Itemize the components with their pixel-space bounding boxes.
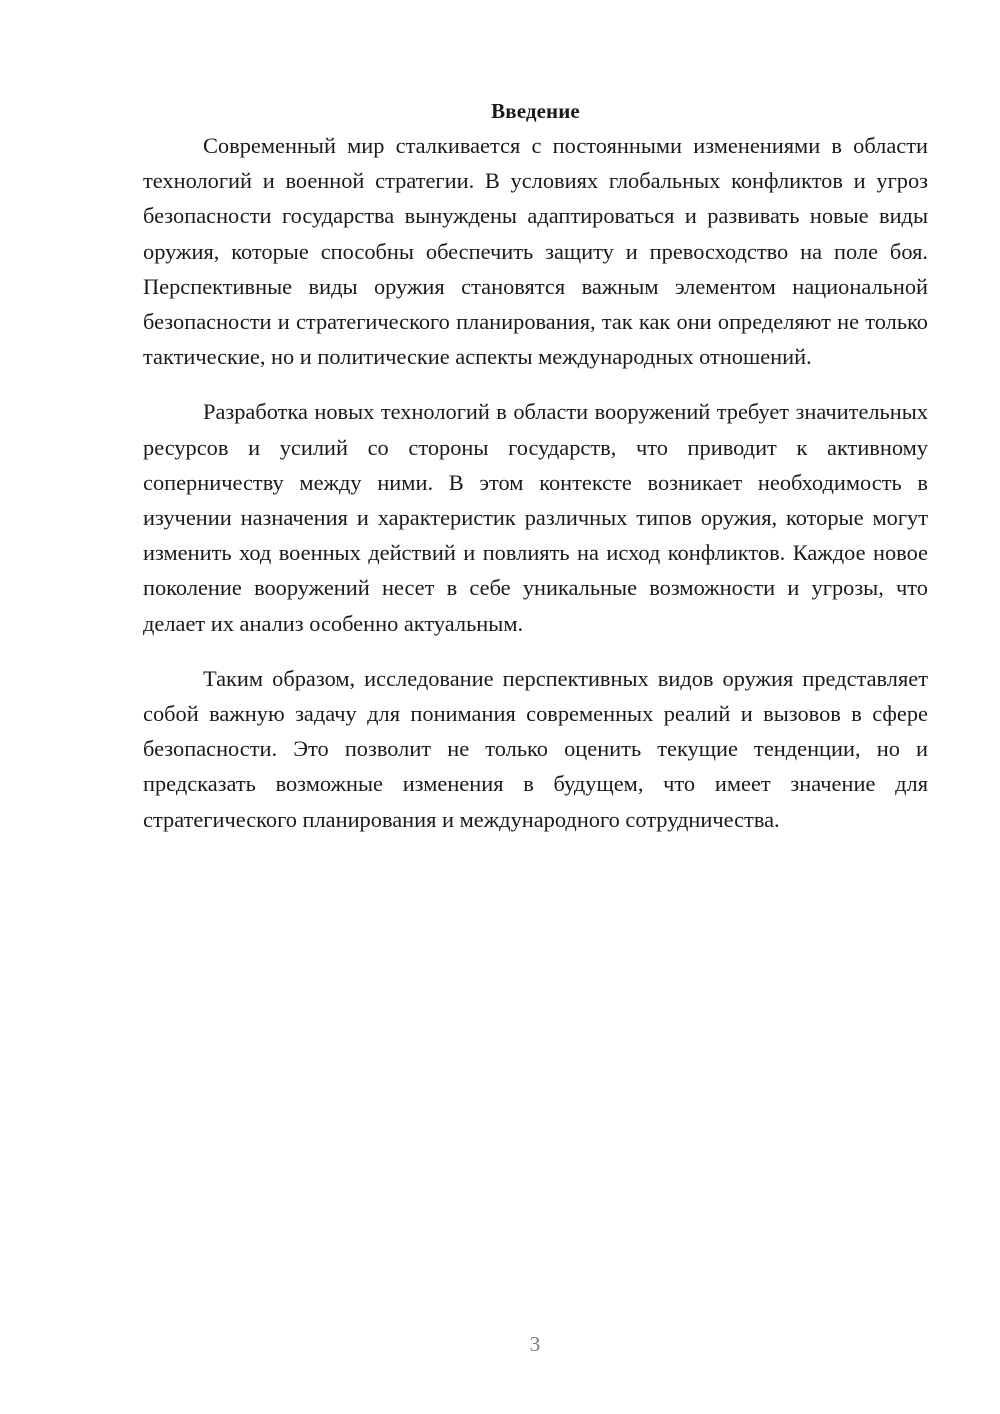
section-heading: Введение — [491, 99, 580, 123]
paragraph-3: Таким образом, исследование перспективных видов оружия представляет собой важную задачу для понимания современных реалий и вызовов в сфере безопасности. Это позволит не только оценить текущие тенденции, но и предсказать возможные изменения в будущем, что имеет значение для стратегического планирования и международного сотрудничества. — [143, 665, 928, 832]
paragraph-1: Современный мир сталкивается с постоянными изменениями в области технологий и военной стратегии. В условиях глобальных конфликтов и угроз безопасности государства вынуждены адаптироваться и развивать новые виды оружия, которые способны обеспечить защиту и превосходство на поле боя. Перспективные виды оружия становятся важным элементом национальной безопасности и стратегического планирования, так как они определяют не только тактические, но и политические аспекты международных отношений. — [143, 133, 928, 370]
page-content — [143, 96, 928, 857]
page-number: 3 — [529, 1332, 541, 1356]
paragraph-2: Разработка новых технологий в области вооружений требует значительных ресурсов и усилий со стороны государств, что приводит к активному соперничеству между ними. В этом контексте возникает необходимость в изучении назначения и характеристик различных типов оружия, которые могут изменить ход военных действий и повлиять на исход конфликтов. Каждое новое поколение вооружений несет в себе уникальные возможности и угрозы, что делает их анализ особенно актуальным. — [143, 399, 928, 636]
